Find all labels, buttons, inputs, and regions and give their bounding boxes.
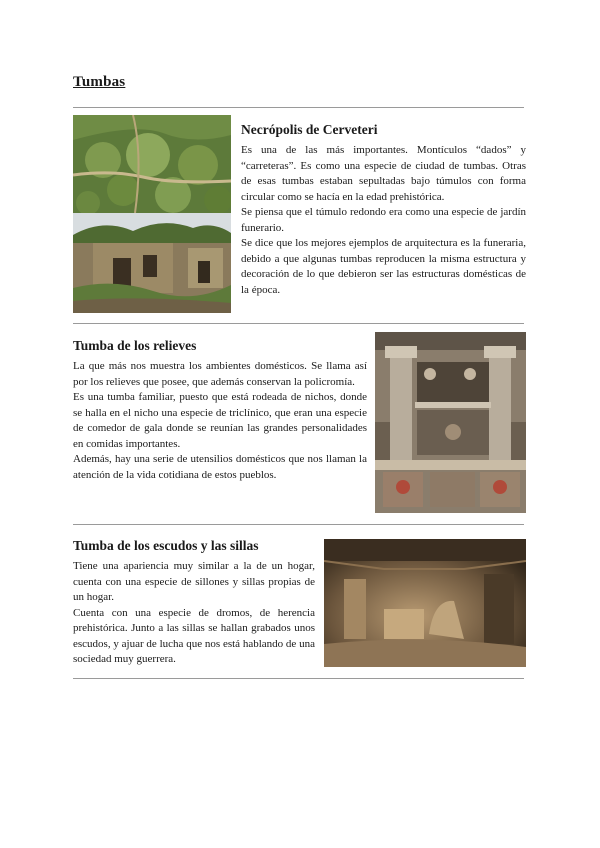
section-body bbox=[73, 359, 367, 483]
divider bbox=[73, 323, 524, 324]
paragraph: Tiene una apariencia muy similar a la de un hogar, cuenta con una especie de sillones y sillas propias de un hogar. bbox=[73, 560, 315, 603]
section-title: Necrópolis de Cerveteri bbox=[241, 122, 378, 137]
section-title: Tumba de los relieves bbox=[73, 338, 197, 353]
page-title: Tumbas bbox=[73, 74, 126, 90]
paragraph: Es una tumba familiar, puesto que está rodeada de nichos, donde se halla en el nicho una especie de triclínico, que eran una especie de comedor de gala donde se reunían las grandes personalidades en comidas importantes. bbox=[73, 391, 367, 450]
paragraph: La que más nos muestra los ambientes domésticos. Se llama así por los relieves que posee, que además conservan la policromía. bbox=[73, 360, 367, 388]
section-body bbox=[73, 559, 315, 668]
paragraph: Se piensa que el túmulo redondo era como una especie de jardín funerario. bbox=[241, 206, 526, 234]
paragraph: Además, hay una serie de utensilios domésticos que nos llaman la atención de la vida cotidiana de estos pueblos. bbox=[73, 453, 367, 481]
cerveteri-tomb-entrance-photo bbox=[73, 213, 231, 313]
tomb-reliefs-interior-photo bbox=[375, 332, 526, 513]
tomb-shields-chairs-photo bbox=[324, 539, 526, 667]
section-body bbox=[241, 143, 526, 298]
paragraph: Se dice que los mejores ejemplos de arquitectura es la funeraria, debido a que algunas tumbas reproducen la misma estructura y decoración de lo que debieron ser las estructuras domésticas de la época. bbox=[241, 237, 526, 296]
section-title: Tumba de los escudos y las sillas bbox=[73, 538, 259, 553]
divider bbox=[73, 678, 524, 679]
divider bbox=[73, 107, 524, 108]
divider bbox=[73, 524, 524, 525]
paragraph: Es una de las más importantes. Montículos “dados” y “carreteras”. Es como una especie de ciudad de tumbas. Otras de esas tumbas estaban sepultadas bajo túmulos con forma circular como se hacía en la edad prehistórica. bbox=[241, 144, 526, 203]
cerveteri-aerial-photo bbox=[73, 115, 231, 213]
paragraph: Cuenta con una especie de dromos, de herencia prehistórica. Junto a las sillas se hallan grabados unos escudos, y ajuar de lucha que nos está hablando de una sociedad muy guerrera. bbox=[73, 606, 315, 665]
